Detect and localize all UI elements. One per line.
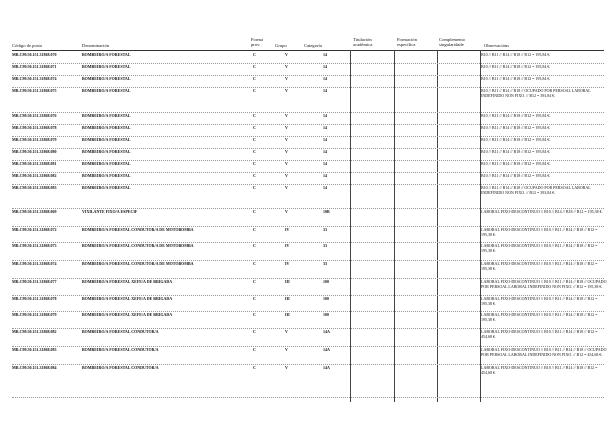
row-forma: C <box>253 161 256 166</box>
row-categoria: 14 <box>323 185 327 190</box>
row-forma: C <box>253 227 256 232</box>
header-complemento-line1: Complemento <box>439 37 466 42</box>
row-observacions: B10 // B11 // B14 // B18 // B12 = 195,84 €. <box>481 76 551 81</box>
header-forma-line2: prov. <box>251 42 261 47</box>
row-denominacion: BOMBEIRO/A FORESTAL <box>82 149 131 154</box>
row-denominacion: BOMBEIRO/A FORESTAL <box>82 88 131 93</box>
row-observacions: LABORAL FIXO-DESCONTINUO // B10 // B11 // B14 // B18 // B12 = 195,38 €. <box>481 243 598 253</box>
row-observacions: LABORAL FIXO-DESCONTINUO // B10 // B11 // B14 // B18 // B12 = 454,68 €. <box>481 365 598 375</box>
row-observacions: LABORAL FIXO-DESCONTINUO // B10 // B11 // B14 // B18 // B12 = 195,38 €. <box>481 312 598 322</box>
header-codigo: Código de posto <box>12 43 43 48</box>
row-grupo: V <box>285 149 288 154</box>
row-categoria: 100 <box>323 296 329 301</box>
row-observacions: B10 // B11 // B14 // B18 // B12 = 195,84 €. <box>481 52 551 57</box>
row-grupo: IV <box>285 227 290 232</box>
row-grupo: V <box>285 76 288 81</box>
row-denominacion: BOMBEIRO/A FORESTAL <box>82 185 131 190</box>
row-grupo: V <box>285 113 288 118</box>
header-formacion-line2: específica <box>397 42 416 47</box>
row-denominacion: BOMBEIRO/A FORESTAL XEFE/A DE BRIGADA <box>82 296 173 301</box>
header-titulacion-line1: Titulación <box>353 37 372 42</box>
row-forma: C <box>253 347 256 352</box>
row-grupo: III <box>285 279 290 284</box>
row-denominacion: BOMBEIRO/A FORESTAL CONDUTOR/A DE MOTOBOMBA <box>82 261 194 266</box>
row-codigo: MR.C99.50.151.31868.079 <box>12 137 57 142</box>
row-codigo: MR.C99.50.151.31868.078 <box>12 125 57 130</box>
row-observacions: LABORAL FIXO-DESCONTINUO // B10 // B11 // B14 // B18 // OCUPADO POR PERSOAL LABORAL INDEFINIDO NON FIXO. // B12 = 454,68 €. <box>481 347 607 357</box>
row-grupo: V <box>285 329 288 334</box>
row-observacions: B10 // B11 // B14 // B18 // B12 = 195,84 €. <box>481 137 551 142</box>
row-denominacion: BOMBEIRO/A FORESTAL CONDUTOR/A <box>82 365 159 370</box>
row-forma: C <box>253 243 256 248</box>
row-grupo: III <box>285 296 290 301</box>
header-complemento <box>439 37 465 47</box>
row-grupo: V <box>285 209 288 214</box>
row-grupo: III <box>285 312 290 317</box>
row-categoria: 14 <box>323 173 327 178</box>
row-codigo: MR.C99.50.151.31868.077 <box>12 279 57 284</box>
row-denominacion: BOMBEIRO/A FORESTAL <box>82 161 131 166</box>
row-grupo: IV <box>285 261 290 266</box>
row-forma: C <box>253 88 256 93</box>
row-forma: C <box>253 64 256 69</box>
row-observacions: LABORAL FIXO-DESCONTINUO // B10 // B11 // B14 // B18 // OCUPADO POR PERSOAL LABORAL INDEFINIDO NON FIXO. // B12 = 195,38 €. <box>481 279 607 289</box>
header-grupo: Grupo <box>275 43 287 48</box>
row-forma: C <box>253 365 256 370</box>
row-forma: C <box>253 279 256 284</box>
row-categoria: 100 <box>323 279 329 284</box>
header-formacion <box>397 37 417 47</box>
row-categoria: 14 <box>323 125 327 130</box>
row-denominacion: BOMBEIRO/A FORESTAL <box>82 76 131 81</box>
row-grupo: V <box>285 185 288 190</box>
row-grupo: V <box>285 52 288 57</box>
row-codigo: MR.C99.50.151.31868.084 <box>12 365 57 370</box>
row-codigo: MR.C99.50.151.31868.078 <box>12 296 57 301</box>
row-denominacion: BOMBEIRO/A FORESTAL <box>82 113 131 118</box>
row-denominacion: BOMBEIRO/A FORESTAL XEFE/A DE BRIGADA <box>82 279 173 284</box>
row-codigo: MR.C99.50.151.31868.082 <box>12 329 57 334</box>
row-observacions: B10 // B11 // B14 // B18 // B12 = 195,84 €. <box>481 161 551 166</box>
header-titulacion <box>353 37 372 47</box>
row-codigo: MR.C99.50.151.31868.075 <box>12 88 57 93</box>
row-grupo: V <box>285 64 288 69</box>
row-observacions: LABORAL FIXO-DESCONTINUO // B10 // B11 // B14 // B18 // B12 = 454,68 €. <box>481 329 598 339</box>
row-forma: C <box>253 137 256 142</box>
header-denominacion: Denominación <box>82 43 110 48</box>
row-observacions: LABORAL FIXO-DESCONTINUO // B10 // B11 // B14 // B18 // B12 = 195,38 €. <box>481 296 598 306</box>
row-codigo: MR.C99.50.151.31868.072 <box>12 227 57 232</box>
row-categoria: 14 <box>323 137 327 142</box>
row-codigo: MR.C99.50.151.31868.074 <box>12 261 57 266</box>
row-observacions: B10 // B11 // B14 // B18 // B12 = 195,84 €. <box>481 64 551 69</box>
row-forma: C <box>253 76 256 81</box>
row-forma: C <box>253 52 256 57</box>
row-codigo: MR.C99.50.151.31868.070 <box>12 52 57 57</box>
row-observacions: B10 // B11 // B14 // B18 // OCUPADO POR PERSOAL LABORAL INDEFINIDO NON FIXO. // B12 = 393,84 €. <box>481 88 591 98</box>
header-titulacion-line2: académica <box>353 42 373 47</box>
row-denominacion: BOMBEIRO/A FORESTAL <box>82 137 131 142</box>
row-observacions: LABORAL FIXO-DESCONTINUO // B10 // B11 // B14 // B18 // B12 = 195,38 €. <box>481 261 598 271</box>
row-observacions: B10 // B11 // B14 // B18 // OCUPADO POR PERSOAL LABORAL INDEFINIDO NON FIXO. // B12 = 393,84 €. <box>481 185 591 195</box>
row-forma: C <box>253 312 256 317</box>
row-observacions: B10 // B11 // B14 // B18 // B12 = 195,84 €. <box>481 113 551 118</box>
row-categoria: 33 <box>323 243 327 248</box>
header-rule <box>12 50 604 51</box>
row-grupo: V <box>285 125 288 130</box>
row-denominacion: BOMBEIRO/A FORESTAL <box>82 64 131 69</box>
row-codigo: MR.C99.50.151.31868.069 <box>12 209 57 214</box>
row-separator <box>12 397 604 398</box>
row-codigo: MR.C99.50.151.31868.082 <box>12 173 57 178</box>
row-grupo: V <box>285 173 288 178</box>
row-denominacion: BOMBEIRO/A FORESTAL XEFE/A DE BRIGADA <box>82 312 173 317</box>
row-forma: C <box>253 149 256 154</box>
row-codigo: MR.C99.50.151.31868.076 <box>12 113 57 118</box>
row-grupo: V <box>285 137 288 142</box>
row-codigo: MR.C99.50.151.31868.083 <box>12 347 57 352</box>
row-categoria: 14 <box>323 113 327 118</box>
row-forma: C <box>253 261 256 266</box>
row-observacions: LABORAL FIXO-DESCONTINUO // B10 // B14 // B18 // B12 = 195,38 €. <box>481 209 603 214</box>
row-categoria: 14 <box>323 161 327 166</box>
header-formacion-line1: Formación <box>397 37 417 42</box>
row-forma: C <box>253 125 256 130</box>
row-categoria: 33 <box>323 227 327 232</box>
row-categoria: 14A <box>323 347 330 352</box>
row-categoria: 14 <box>323 88 327 93</box>
row-forma: C <box>253 296 256 301</box>
row-categoria: 14 <box>323 149 327 154</box>
row-categoria: 14A <box>323 329 330 334</box>
row-codigo: MR.C99.50.151.31868.083 <box>12 185 57 190</box>
row-codigo: MR.C99.50.151.31868.074 <box>12 76 57 81</box>
row-denominacion: BOMBEIRO/A FORESTAL CONDUTOR/A DE MOTOBOMBA <box>82 227 194 232</box>
row-categoria: 14A <box>323 365 330 370</box>
header-categoria: Categoría <box>304 43 322 48</box>
row-grupo: IV <box>285 243 290 248</box>
row-forma: C <box>253 185 256 190</box>
row-codigo: MR.C99.50.151.31868.079 <box>12 312 57 317</box>
row-denominacion: BOMBEIRO/A FORESTAL CONDUTOR/A DE MOTOBOMBA <box>82 243 194 248</box>
row-grupo: V <box>285 161 288 166</box>
row-codigo: MR.C99.50.151.31868.073 <box>12 243 57 248</box>
row-categoria: 14 <box>323 76 327 81</box>
row-forma: C <box>253 173 256 178</box>
header-complemento-line2: singularidade <box>439 42 464 47</box>
row-observacions: B10 // B11 // B14 // B18 // B12 = 195,84 €. <box>481 149 551 154</box>
row-forma: C <box>253 329 256 334</box>
row-codigo: MR.C99.50.151.31868.080 <box>12 149 57 154</box>
row-denominacion: BOMBEIRO/A FORESTAL <box>82 173 131 178</box>
row-codigo: MR.C99.50.151.31868.071 <box>12 64 57 69</box>
row-codigo: MR.C99.50.151.31868.081 <box>12 161 57 166</box>
row-observacions: B10 // B11 // B14 // B18 // B12 = 195,84 €. <box>481 173 551 178</box>
row-denominacion: BOMBEIRO/A FORESTAL CONDUTOR/A <box>82 329 159 334</box>
row-categoria: 100 <box>323 312 329 317</box>
row-forma: C <box>253 209 256 214</box>
row-observacions: B10 // B11 // B14 // B18 // B12 = 195,84 €. <box>481 125 551 130</box>
row-observacions: LABORAL FIXO-DESCONTINUO // B10 // B11 // B14 // B18 // B12 = 195,38 €. <box>481 227 598 237</box>
row-categoria: 14 <box>323 64 327 69</box>
header-forma <box>251 37 263 47</box>
row-denominacion: BOMBEIRO/A FORESTAL <box>82 52 131 57</box>
row-grupo: V <box>285 365 288 370</box>
row-denominacion: VIXILANTE FIXO/A ESPECIF <box>82 209 138 214</box>
row-denominacion: BOMBEIRO/A FORESTAL <box>82 125 131 130</box>
row-categoria: 33 <box>323 261 327 266</box>
row-forma: C <box>253 113 256 118</box>
row-grupo: V <box>285 347 288 352</box>
row-denominacion: BOMBEIRO/A FORESTAL CONDUTOR/A <box>82 347 159 352</box>
header-forma-line1: Forma <box>251 37 263 42</box>
header-observacions: Observacións <box>484 43 510 48</box>
row-grupo: V <box>285 88 288 93</box>
row-categoria: 10B <box>323 209 330 214</box>
row-categoria: 14 <box>323 52 327 57</box>
